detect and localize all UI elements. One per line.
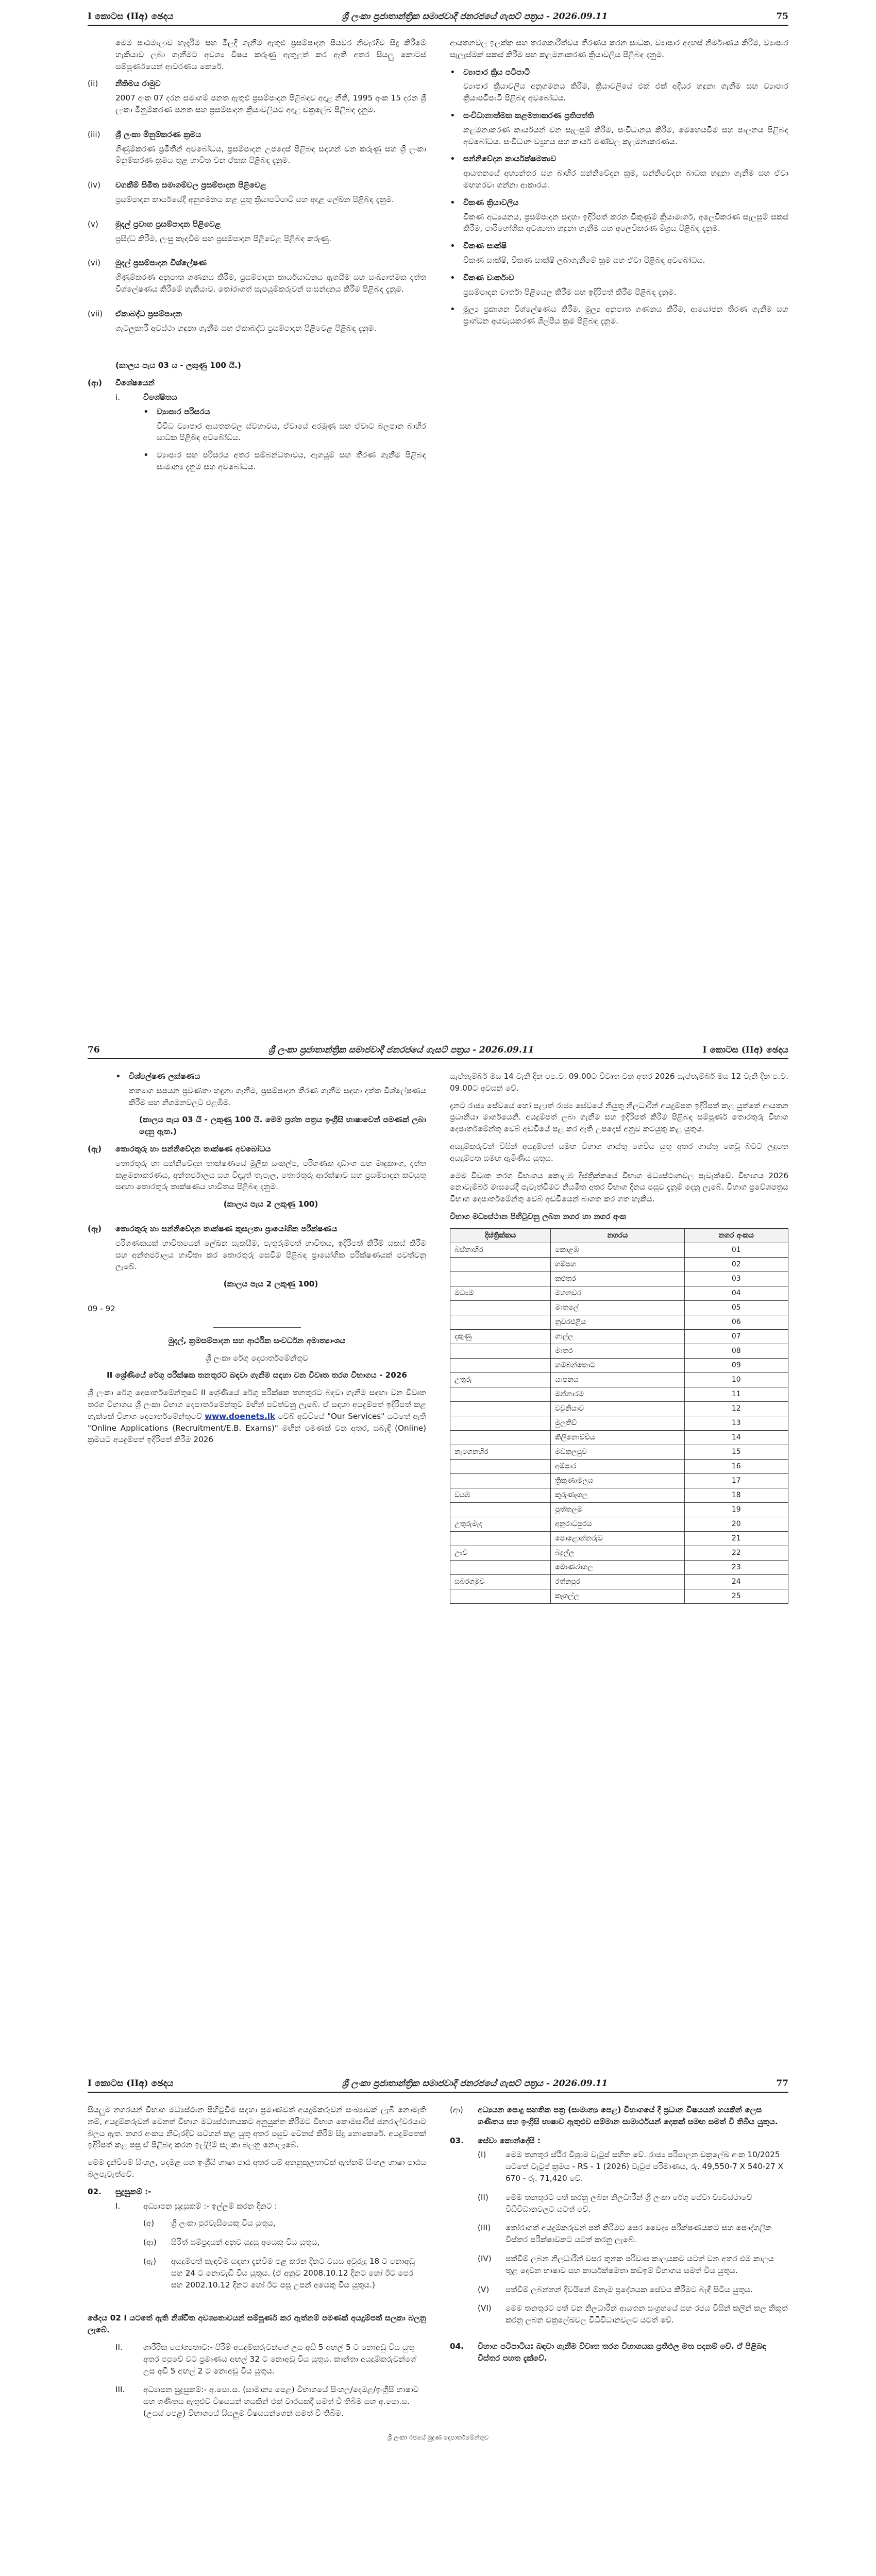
town-number-cell: 05 bbox=[684, 1300, 788, 1315]
column-header: නගර අංකය bbox=[684, 1228, 788, 1243]
printer-footer: ශ්‍රී ලංකා රජයේ මුද්‍රණ දෙපාර්තමේන්තුව bbox=[387, 2433, 489, 2441]
item-text: 2007 අංක 07 දරන සමාගම් පනත ඇතුළු ප්‍රසම්පාදන පිළිබඳව අදාළ නීති, 1995 අංක 15 දරන ශ්‍රී ලංකා මිනුම්කරණ පනත සහ ප්‍රසම්පාදන ක්‍රියාවලියට අදාළ චක්‍රලේඛ පිළිබඳ දැනුම. bbox=[115, 93, 426, 114]
paragraph: මෙම දැන්වීමේ සිංහල, දෙමළ සහ ඉංග්‍රීසි භාෂා පාඨ අතර යම් අනනුකූලතාවක් ඇත්නම් සිංහල භාෂා පාඨය බලපැවැත්වේ. bbox=[88, 2158, 426, 2179]
bullet-text: මූල්‍ය ප්‍රකාශන විශ්ලේෂණය කිරීම, මූල්‍ය අනුපාත ගණනය කිරීම, ආයෝජන තීරණ ගැනීම සහ ප්‍රාග්ධන අයවැයකරණ ශිල්පීය ක්‍රම පිළිබඳ දැනුම. bbox=[463, 304, 788, 326]
town-cell: යාපනය bbox=[551, 1372, 685, 1387]
town-cell: පොළොන්නරුව bbox=[551, 1531, 685, 1546]
town-cell: කොළඹ bbox=[551, 1243, 685, 1257]
item-number: (ii) bbox=[88, 79, 98, 89]
right-column bbox=[450, 37, 788, 493]
section-title: සේවා කොන්දේසි : bbox=[478, 2136, 541, 2145]
table-row bbox=[450, 1430, 788, 1445]
notice-body bbox=[88, 1387, 426, 1446]
table-row bbox=[450, 1445, 788, 1459]
table-row bbox=[450, 1517, 788, 1531]
column-header: දිස්ත්‍රික්කය bbox=[450, 1228, 551, 1243]
town-cell: කෑගල්ල bbox=[551, 1589, 685, 1603]
bullet-icon: • bbox=[450, 241, 456, 252]
section-label: (ඇ) bbox=[88, 1144, 102, 1154]
province-cell bbox=[450, 1257, 551, 1272]
table-row bbox=[450, 1372, 788, 1387]
time-and-marks: (කාලය පැය 03 යි - ලකුණු 100 යි. මෙම ප්‍රශ්න පත්‍රය ඉංග්‍රීසි භාෂාවෙන් පමණක් ලබා දෙනු ඇත.) bbox=[139, 1115, 426, 1137]
bullet-text: කළමනාකරණ කාර්යයන් වන සැලසුම් කිරීම, සංවිධානය කිරීම, මෙහෙයවීම සහ පාලනය පිළිබඳ අවබෝධය. සංවිධාන ව්‍යුහය සහ කාර්ය මණ්ඩල කළමනාකරණය. bbox=[463, 125, 788, 146]
table-row bbox=[450, 1344, 788, 1358]
condition-text: මෙම තනතුර ස්ථිර විශ්‍රාම වැටුප් සහිත වේ. රාජ්‍ය පරිපාලන චක්‍රලේඛ අංක 10/2025 යටතේ වැටුප් ක්‍රමය - RS - 1 (2026) වැටුප් පරිමාණය, රු. 49,550-7 X 540-27 X 670 - රු. 71,420 වේ. bbox=[506, 2150, 783, 2183]
town-number-cell: 09 bbox=[684, 1358, 788, 1372]
town-number-cell: 02 bbox=[684, 1257, 788, 1272]
header-part: I කොටස (IIඅ) ඡෙදය bbox=[88, 2078, 174, 2089]
list-item-text: සිරිත් සම්ප්‍රදායන් අනුව සුදුසු අයෙකු විය යුතුය, bbox=[171, 2238, 320, 2247]
sub-item bbox=[88, 2384, 426, 2419]
page-number: 75 bbox=[776, 11, 788, 22]
sub-item-number: III. bbox=[115, 2385, 125, 2395]
list-item bbox=[143, 2256, 426, 2291]
syllabus-item bbox=[88, 308, 426, 340]
bullet-icon: • bbox=[450, 197, 456, 208]
item-text: ගිණුම්කරණ ප්‍රමිතීන් අවබෝධය, ප්‍රසම්පාදන උපදෙස් පිළිබඳ සඳහන් වන කරුණු සහ ශ්‍රී ලංකා මිනුම්කරණ ක්‍රමය තුළ භාවිත වන ඒකක පිළිබඳ දැනුම. bbox=[115, 144, 426, 165]
province-cell bbox=[450, 1589, 551, 1603]
province-cell bbox=[450, 1473, 551, 1488]
column-header: නගරය bbox=[551, 1228, 685, 1243]
condition-item bbox=[478, 2302, 788, 2326]
section-text: තොරතුරු හා සන්නිවේදන තාක්ෂණයේ මූලික සංකල්ප, පරිගණක දෘඩාංග සහ මෘදුකාංග, දත්ත කළමනාකරණය, අන්තර්ජාලය සහ විද්‍යුත් තැපෑල, තොරතුරු ආරක්ෂාව සහ ප්‍රසම්පාදන කටයුතු සඳහා තොරතුරු තාක්ෂණය භාවිතය පිළිබඳ දැනුම. bbox=[115, 1158, 426, 1192]
bullet-head: ව්‍යාපාර ක්‍රිය පටිපාටි bbox=[463, 67, 530, 77]
bullet-head: සංවිධානාත්මක කළමනාකරණ ප්‍රතිපත්ති bbox=[463, 110, 594, 120]
section-03 bbox=[450, 2135, 788, 2333]
section-label: (ඈ) bbox=[88, 1224, 102, 1233]
town-cell: මන්නාරම bbox=[551, 1387, 685, 1401]
syllabus-item bbox=[88, 218, 426, 250]
town-cell: හම්බන්තොට bbox=[551, 1358, 685, 1372]
item-title: මුදල් ප්‍රවාහ ප්‍රසම්පාදන පිළිවෙළ bbox=[115, 219, 221, 229]
right-column bbox=[450, 2104, 788, 2427]
list-item-number: (ආ) bbox=[143, 2238, 157, 2247]
item-title: මුදල් ප්‍රසම්පාදන විශ්ලේෂණ bbox=[115, 258, 207, 268]
header-gazette-title: ශ්‍රී ලංකා ප්‍රජාතාන්ත්‍රික සමාජවාදී ජනරජයේ ගැසට් පත්‍රය - 2026.09.11 bbox=[268, 1045, 534, 1055]
town-number-cell: 14 bbox=[684, 1430, 788, 1445]
province-cell bbox=[450, 1344, 551, 1358]
condition-number: (I) bbox=[478, 2150, 486, 2160]
province-cell: දකුණු bbox=[450, 1329, 551, 1344]
bullet-icon: • bbox=[450, 154, 456, 165]
list-item-text: ශ්‍රී ලංකා පුරවැසියෙකු විය යුතුය, bbox=[171, 2218, 276, 2228]
section-marks: (කාලය පැය 2 ලකුණු 100) bbox=[223, 1199, 318, 1209]
sub-item-number: i. bbox=[115, 392, 121, 402]
item-number: (iv) bbox=[88, 180, 101, 190]
reference-code: 09 - 92 bbox=[88, 1303, 115, 1313]
condition-text: මෙම තනතුරට පත් වන නිලධාරීන් ආයතන සංග්‍රහයේ සහ රජය විසින් කලින් කල නිකුත් කරනු ලබන චක්‍රලේඛවල විධිවිධානවලට යටත් වේ. bbox=[506, 2303, 788, 2325]
syllabus-item bbox=[88, 347, 426, 352]
town-number-cell: 11 bbox=[684, 1387, 788, 1401]
town-cell: මාතලේ bbox=[551, 1300, 685, 1315]
left-column bbox=[88, 37, 426, 493]
town-number-cell: 01 bbox=[684, 1243, 788, 1257]
gazette-page-76 bbox=[0, 1033, 876, 2064]
town-number-cell: 22 bbox=[684, 1546, 788, 1560]
gazette-page-75 bbox=[0, 0, 876, 1030]
town-cell: කුරුණෑගල bbox=[551, 1488, 685, 1502]
table-row bbox=[450, 1589, 788, 1603]
table-row bbox=[450, 1300, 788, 1315]
bullet-text: ප්‍රසම්පාදන වාර්තා පිළියෙල කිරීම සහ ඉදිරිපත් කිරීම පිළිබඳ දැනුම. bbox=[463, 287, 677, 297]
bullet-text: විකණ සාක්ෂි, විකණ සාක්ෂි ලබාගැනීමේ ක්‍රම සහ ඒවා පිළිබඳ අවබෝධය. bbox=[463, 255, 705, 265]
left-column bbox=[88, 2104, 426, 2427]
list-item-number: (ආ) bbox=[450, 2105, 463, 2114]
item-title: වගකීම් සීමිත සමාගම්වල ප්‍රසම්පාදන පිළිවෙළ bbox=[115, 180, 266, 190]
bullet-icon: • bbox=[450, 110, 456, 121]
section-label: (ආ) bbox=[88, 378, 102, 388]
town-cell: මඩකලපුව bbox=[551, 1445, 685, 1459]
header-gazette-title: ශ්‍රී ලංකා ප්‍රජාතාන්ත්‍රික සමාජවාදී ජනරජයේ ගැසට් පත්‍රය - 2026.09.11 bbox=[342, 11, 608, 22]
town-cell: මාතර bbox=[551, 1344, 685, 1358]
item-number: (iii) bbox=[88, 129, 100, 139]
province-cell: වයඹ bbox=[450, 1488, 551, 1502]
town-number-cell: 23 bbox=[684, 1560, 788, 1574]
condition-item bbox=[478, 2222, 788, 2246]
item-number bbox=[88, 347, 115, 352]
section-title: තොරතුරු හා සන්නිවේදන තාක්ෂණ කුසලතා ප්‍රායෝගික පරීක්ෂණය bbox=[115, 1224, 338, 1233]
bullet-head: විකණ ක්‍රියාවලිය bbox=[463, 197, 519, 207]
section-number: 03. bbox=[450, 2136, 464, 2145]
province-cell bbox=[450, 1387, 551, 1401]
province-cell: සබරගමුව bbox=[450, 1574, 551, 1589]
bullet-item bbox=[143, 449, 426, 473]
item-title: නීතිමය රාමුව bbox=[115, 79, 161, 89]
section-c bbox=[88, 1143, 426, 1216]
page-number: 76 bbox=[88, 1045, 100, 1055]
sub-item-text: අධ්‍යාපන සුදුසුකම්:- අ.පො.ස. (සාමාන්‍ය පෙළ) විභාගයේ සිංහල/දෙමළ/ඉංග්‍රීසි භාෂාව සහ ගණිතය ඇතුළුව විෂයයන් හයකින් එක් වාරයකදී සමත් වී තිබීම සහ අ.පො.ස. (උසස් පෙළ) විභාගයේ සියලුම විෂයයන්ගෙන් සමත් වී තිබීම. bbox=[143, 2385, 419, 2418]
table-row bbox=[450, 1286, 788, 1300]
page-number: 77 bbox=[776, 2078, 788, 2089]
town-number-cell: 20 bbox=[684, 1517, 788, 1531]
item-number: (v) bbox=[88, 219, 98, 229]
item-number: (vii) bbox=[88, 309, 103, 318]
table-row bbox=[450, 1315, 788, 1329]
bullet-icon: • bbox=[450, 304, 456, 315]
bullet-text: ආයතනයේ අභ්‍යන්තර සහ බාහිර සන්නිවේදන ක්‍රම, සන්නිවේදන බාධක හඳුනා ගැනීම සහ ඒවා මඟහරවා ගන්නා ආකාරය. bbox=[463, 168, 788, 190]
province-cell bbox=[450, 1358, 551, 1372]
header-gazette-title: ශ්‍රී ලංකා ප්‍රජාතාන්ත්‍රික සමාජවාදී ජනරජයේ ගැසට් පත්‍රය - 2026.09.11 bbox=[342, 2078, 608, 2089]
bullet-icon: • bbox=[115, 1071, 121, 1082]
intro-paragraph: මෙම පාඨමාලාව හැදෑරීම සහ මිලදී ගැනීම ඇතුළු ප්‍රසම්පාදන පියවර නිවැරදිව සිදු කිරීමේ හැකියාව ලබා ගැනීමට අවශ්‍ය විෂය කරුණු ඇතුළත් කර ඇති අතර සියලු කොටස් සම්පූර්ණයෙන් ආවරණය කෙරේ. bbox=[115, 38, 426, 71]
town-cell: මහනුවර bbox=[551, 1286, 685, 1300]
condition-number: (III) bbox=[478, 2223, 491, 2233]
table-row bbox=[450, 1488, 788, 1502]
list-item bbox=[450, 2104, 788, 2128]
condition-number: (V) bbox=[478, 2284, 490, 2294]
bullet-text: තත්‍යාග සපයන ප්‍රවණතා හඳුනා ගැනීම, ප්‍රසම්පාදන තීරණ ගැනීම සඳහා දත්ත විශ්ලේෂණය කිරීම සහ නිගමනවලට එළඹීම. bbox=[129, 1086, 426, 1107]
province-cell: මධ්‍යම bbox=[450, 1286, 551, 1300]
town-number-cell: 18 bbox=[684, 1488, 788, 1502]
condition-item bbox=[478, 2253, 788, 2277]
table-row bbox=[450, 1387, 788, 1401]
paragraph: මෙම විවෘත තරග විභාගය කොළඹ දිස්ත්‍රික්කයේ විභාග මධ්‍යස්ථානවල පැවැත්වේ. විභාගය 2026 නොවැම්බර් මාසයේදී පැවැත්වීමට නියමිත අතර විභාග දිනය පසුව දැනුම් දෙනු ලැබේ. විභාග ප්‍රවේශපත්‍රය විභාග දෙපාර්තමේන්තු වෙබ් අඩවියෙන් බාගත කර ගත හැකිය. bbox=[450, 1171, 788, 1204]
town-number-cell: 24 bbox=[684, 1574, 788, 1589]
list-item-text: අධ්‍යයන පොදු සහතික පත්‍ර (සාමාන්‍ය පෙළ) විභාගයේ දී ප්‍රධාන විෂයයන් හයකින් ලෙස ගණිතය සහ ඉංග්‍රීසි භාෂාව ඇතුළුව සම්මාන සාමාර්ථයන් දෙකක් සමඟ සමත් වී තිබිය යුතුය. bbox=[478, 2105, 778, 2126]
page-header bbox=[88, 2077, 788, 2093]
sub-item-text: අධ්‍යාපන සුදුසුකම් :- ඉල්ලුම් කරන දිනට : bbox=[143, 2201, 277, 2211]
bullet-item bbox=[450, 303, 788, 327]
bullet-icon: • bbox=[143, 406, 149, 417]
sub-item-text: ශාරීරික යෝග්‍යතාව:- පිරිමි අයදුම්කරුවන්ගේ උස අඩි 5 අඟල් 5 ට නොඅඩු විය යුතු අතර පපුවේ වට ප්‍රමාණය අඟල් 32 ට නොඅඩු විය යුතුය. කාන්තා අයදුම්කරුවන්ගේ උස අඩි 5 අඟල් 2 ට නොඅඩු විය යුතුය. bbox=[143, 2342, 416, 2376]
province-cell: ඌව bbox=[450, 1546, 551, 1560]
town-cell: බදුල්ල bbox=[551, 1546, 685, 1560]
page-header bbox=[88, 1044, 788, 1059]
list-item-text: අයදුම්පත් කැඳවීම සඳහා දැන්වීම පළ කරන දිනට වයස අවුරුදු 18 ට නොඅඩු සහ 24 ට නොවැඩි විය යුතුය. (ඒ අනුව 2008.10.12 දිනට හෝ ඊට පෙර සහ 2002.10.12 දිනට හෝ ඊට පසු උපන් අයෙකු විය යුතුය.) bbox=[171, 2256, 415, 2290]
list-item-number: (ඇ) bbox=[143, 2256, 157, 2266]
item-text: ගැටලුකාරී අවස්ථා හඳුනා ගැනීම සහ ඒකාබද්ධ ප්‍රසම්පාදන පිළිවෙළ පිළිබඳ දැනුම. bbox=[115, 323, 377, 333]
condition-text: පත්වීම් ලබන්නන් දිවයිනේ ඕනෑම ප්‍රදේශයක සේවය කිරීමට බැඳී සිටිය යුතුය. bbox=[506, 2284, 753, 2294]
paragraph: සැප්තැම්බර් මස 14 වැනි දින පෙ.ව. 09.00ට විවෘත වන අතර 2026 සැප්තැම්බර් මස 12 වැනි දින ප.ව. 09.00ට අවසන් වේ. bbox=[450, 1072, 789, 1093]
list-item bbox=[143, 2236, 426, 2248]
section-04 bbox=[450, 2341, 788, 2364]
bullet-text: විවිධ ව්‍යාපාර ආයතනවල ස්වභාවය, ඒවායේ අරමුණු සහ ඒවාට බලපාන බාහිර සාධක පිළිබඳ අවබෝධය. bbox=[157, 421, 426, 443]
condition-text: පත්වීම් ලබන නිලධාරීන් වසර තුනක පරිවාස කාලයකට යටත් වන අතර එම කාලය තුළ දෙවන භාෂාව සහ කාර්යක්ෂමතා කඩඉම් විභාගය සමත් විය යුතුය. bbox=[506, 2253, 774, 2275]
town-number-cell: 17 bbox=[684, 1473, 788, 1488]
bullet-item bbox=[450, 197, 788, 234]
exam-centres-table bbox=[450, 1228, 788, 1604]
paragraph: දැනට රාජ්‍ය සේවයේ හෝ පළාත් රාජ්‍ය සේවයේ නියුතු නිලධාරීන් අයදුම්පත ඉදිරිපත් කළ යුත්තේ ආයතන ප්‍රධානියා මාර්ගයෙනි. අයදුම්පත් ලබා ගැනීම සහ ඉදිරිපත් කිරීම පිළිබඳ සම්පූර්ණ තොරතුරු විභාග දෙපාර්තමේන්තු වෙබ් අඩවියේ පළ කර ඇති උපදෙස් අනුව කටයුතු කළ යුතුය. bbox=[450, 1100, 788, 1134]
intro-paragraph: ආයතනවල ඉලක්ක සහ තරගකාරීත්වය තීරණය කරන සාධක, ව්‍යාපාර අදහස් නිර්මාණය කිරීම, ව්‍යාපාර සැලැස්මක් සකස් කිරීම සහ කළමනාකරණ ක්‍රියාවලිය පිළිබඳ දැනුම. bbox=[450, 38, 788, 59]
bullet-item bbox=[450, 66, 788, 104]
town-cell: ත්‍රිකුණාමලය bbox=[551, 1473, 685, 1488]
table-row bbox=[450, 1531, 788, 1546]
syllabus-item bbox=[88, 78, 426, 121]
table-row bbox=[450, 1546, 788, 1560]
bullet-head: විකණ සාක්ෂි bbox=[463, 241, 507, 251]
left-column bbox=[88, 1071, 426, 1604]
bullet-text: විකණ අධ්‍යයනය, ප්‍රසම්පාදන සඳහා ඉදිරිපත් කරන විකුණුම් ක්‍රියාමාර්ග, අලෙවිකරණ සැලසුම් සකස් කිරීම, පාරිභෝගික අවශ්‍යතා හඳුනා ගැනීම සහ අලෙවිකරණ මිශ්‍රය පිළිබඳ දැනුම. bbox=[463, 212, 788, 233]
province-cell bbox=[450, 1531, 551, 1546]
header-part: I කොටස (IIඅ) ඡෙදය bbox=[702, 1045, 788, 1055]
section-b bbox=[88, 377, 426, 486]
bullet-text: ව්‍යාපාර සහ පරිසරය අතර සම්බන්ධතාවය, ඇගයුම් සහ තීරණ ගැනීම පිළිබඳ සාමාන්‍ය දැනුම සහ අවබෝධය. bbox=[157, 450, 426, 471]
sub-item-title: විශේෂිතය bbox=[143, 392, 177, 402]
province-cell bbox=[450, 1560, 551, 1574]
table-row bbox=[450, 1459, 788, 1473]
table-body bbox=[450, 1243, 788, 1603]
town-cell: ගම්පහ bbox=[551, 1257, 685, 1272]
table-row bbox=[450, 1574, 788, 1589]
bullet-item bbox=[450, 110, 788, 147]
table-row bbox=[450, 1560, 788, 1574]
town-number-cell: 10 bbox=[684, 1372, 788, 1387]
town-cell: අම්පාර bbox=[551, 1459, 685, 1473]
bullet-item bbox=[450, 153, 788, 191]
town-cell: පුත්තලම bbox=[551, 1502, 685, 1517]
notice-body-end: වෙබ් අඩවියේ "Our Services" යටතේ ඇති "Online Applications (Recruitment/E.B. Exams)" මඟින් පමණක් වන අතර, සබැඳි (Online) ක්‍රමයට අයදුම්පත් ඉදිරිපත් කිරීම 2026 bbox=[88, 1411, 427, 1445]
section-text: විභාග පටිපාටිය: බඳවා ගැනීම විවෘත තරග විභාගයක ප්‍රතිඵල මත පදනම් වේ. ඒ පිළිබඳ විස්තර පහත දැක්වේ. bbox=[478, 2341, 766, 2363]
syllabus-item bbox=[88, 179, 426, 211]
section-title: තොරතුරු හා සන්නිවේදන තාක්ෂණ අවබෝධය bbox=[115, 1144, 271, 1154]
town-number-cell: 04 bbox=[684, 1286, 788, 1300]
section-number: 02. bbox=[88, 2187, 102, 2196]
item-title: ඒකාබද්ධ ප්‍රසම්පාදන bbox=[115, 309, 182, 318]
province-cell bbox=[450, 1459, 551, 1473]
section-marks: (කාලය පැය 2 ලකුණු 100) bbox=[223, 1279, 318, 1289]
province-cell bbox=[450, 1300, 551, 1315]
town-number-cell: 25 bbox=[684, 1589, 788, 1603]
syllabus-item bbox=[88, 257, 426, 300]
province-cell: නැගෙනහිර bbox=[450, 1445, 551, 1459]
section-02 bbox=[88, 2186, 426, 2306]
sub-item bbox=[115, 392, 426, 479]
town-number-cell: 08 bbox=[684, 1344, 788, 1358]
province-cell bbox=[450, 1272, 551, 1286]
province-cell: උතුරු bbox=[450, 1372, 551, 1387]
bullet-icon: • bbox=[450, 272, 456, 283]
town-number-cell: 03 bbox=[684, 1272, 788, 1286]
section-title: විශේෂයෙන් bbox=[115, 378, 155, 388]
bullet-text: ව්‍යාපාර ක්‍රියාවලිය අනුගමනය කිරීම, ක්‍රියාවලියේ එක් එක් අදියර හඳුනා ගැනීම සහ ව්‍යාපාර ක්‍රියාපටිපාටි පිළිබඳ අවබෝධය. bbox=[463, 81, 788, 103]
sub-item bbox=[115, 2200, 426, 2298]
town-number-cell: 21 bbox=[684, 1531, 788, 1546]
town-cell: මොණරාගල bbox=[551, 1560, 685, 1574]
table-row bbox=[450, 1243, 788, 1257]
syllabus-item bbox=[88, 129, 426, 172]
page-header bbox=[88, 10, 788, 26]
province-cell: උතුරුමැද bbox=[450, 1517, 551, 1531]
town-number-cell: 06 bbox=[684, 1315, 788, 1329]
table-row bbox=[450, 1473, 788, 1488]
condition-number: (VI) bbox=[478, 2303, 492, 2313]
town-cell: නුවරඑළිය bbox=[551, 1315, 685, 1329]
bullet-item bbox=[88, 1071, 426, 1108]
province-cell bbox=[450, 1502, 551, 1517]
province-cell bbox=[450, 1315, 551, 1329]
town-cell: ගාල්ල bbox=[551, 1329, 685, 1344]
condition-item bbox=[478, 2192, 788, 2215]
bullet-head: සන්නිවේදන කාර්යක්ෂමතාව bbox=[463, 154, 557, 164]
notice-body-start: ශ්‍රී ලංකා රේගු දෙපාර්තමේන්තුවේ II ශ්‍රේණියේ රේගු පරීක්ෂක තනතුරට බඳවා ගැනීම සඳහා වන විවෘත තරග විභාගය ශ්‍රී ලංකා විභාග දෙපාර්තමේන්තුව මඟින් පවත්වනු ලැබේ. ඒ සඳහා අයදුම්පත් ඉදිරිපත් කළ හැක්කේ විභාග දෙපාර්තමේන්තුවේ bbox=[88, 1388, 426, 1421]
town-number-cell: 16 bbox=[684, 1459, 788, 1473]
time-and-marks: (කාලය පැය 03 ය - ලකුණු 100 යි.) bbox=[115, 361, 241, 370]
item-title: ශ්‍රී ලංකා මිනුම්කරණ ක්‍රමය bbox=[115, 129, 201, 139]
section-text: පරිගණකයක් භාවිතයෙන් ලේඛන සැකසීම, පැතුරුම්පත් භාවිතය, ඉදිරිපත් කිරීම් සකස් කිරීම සහ අන්තර්ජාලය භාවිතා කර තොරතුරු සෙවීම පිළිබඳ ප්‍රායෝගික පරීක්ෂණයක් පවත්වනු ලැබේ. bbox=[115, 1238, 426, 1272]
bullet-head: විශ්ලේෂණ ලක්ෂණය bbox=[129, 1072, 200, 1081]
table-row bbox=[450, 1401, 788, 1416]
section-number: 04. bbox=[450, 2341, 464, 2351]
town-cell: කළුතර bbox=[551, 1272, 685, 1286]
bullet-icon: • bbox=[450, 66, 456, 78]
section-title: සුදුසුකම් :- bbox=[115, 2187, 151, 2196]
bullet-icon: • bbox=[143, 450, 149, 461]
town-number-cell: 12 bbox=[684, 1401, 788, 1416]
table-row bbox=[450, 1272, 788, 1286]
condition-item bbox=[478, 2149, 788, 2184]
right-column bbox=[450, 1071, 788, 1604]
section-divider bbox=[213, 1327, 301, 1328]
item-text: ගිණුම්කරණ අනුපාත ගණනය කිරීම, ප්‍රසම්පාදන කාර්යසාධනය ඇගයීම සහ සංඛ්‍යාත්මක දත්ත විශ්ලේෂණය කිරීමේ හැකියාව. තෝරාගත් සැපයුම්කරුවන් සංසන්දනය කිරීම පිළිබඳ දැනුම. bbox=[115, 273, 426, 294]
list-item bbox=[143, 2217, 426, 2229]
town-cell: වවුනියාව bbox=[551, 1401, 685, 1416]
province-cell bbox=[450, 1416, 551, 1430]
province-cell bbox=[450, 1401, 551, 1416]
eligibility-note: ඡේදය 02 I යටතේ ඇති නිශ්චිත අවශ්‍යතාවයන් සම්පූර්ණ කර ඇත්නම් පමණක් අයදුම්පත් සලකා බලනු ලැබේ. bbox=[88, 2313, 426, 2335]
table-row bbox=[450, 1257, 788, 1272]
town-cell: කිලිනොච්චිය bbox=[551, 1430, 685, 1445]
condition-text: මෙම තනතුරට පත් කරනු ලබන නිලධාරීන් ශ්‍රී ලංකා රේගු සේවා ව්‍යවස්ථාවේ විධිවිධානවලට යටත් වේ. bbox=[506, 2192, 752, 2214]
bullet-item bbox=[450, 272, 788, 298]
town-number-cell: 19 bbox=[684, 1502, 788, 1517]
table-row bbox=[450, 1416, 788, 1430]
bullet-item bbox=[143, 406, 426, 444]
paragraph: අයදුම්කරුවන් විසින් අයදුම්පත් සමඟ විභාග ගාස්තු ගෙවිය යුතු අතර ගාස්තු ගෙවූ බවට ලදුපත අයදුම්පත සමඟ ඇමිණිය යුතුය. bbox=[450, 1141, 788, 1163]
header-part: I කොටස (IIඅ) ඡෙදය bbox=[88, 11, 174, 22]
item-text: ප්‍රසිද්ධ කිරීම, ලංසු කැඳවීම සහ ප්‍රසම්පාදන පිළිවෙළ පිළිබඳ කරුණු. bbox=[115, 233, 332, 243]
sub-item-number: II. bbox=[115, 2342, 123, 2352]
condition-number: (IV) bbox=[478, 2253, 492, 2263]
bullet-item bbox=[450, 240, 788, 266]
bullet-head: විකණ වාර්තාව bbox=[463, 273, 514, 282]
town-cell: අනුරාධපුරය bbox=[551, 1517, 685, 1531]
table-row bbox=[450, 1358, 788, 1372]
gazette-page-77 bbox=[0, 2067, 876, 2576]
town-number-cell: 13 bbox=[684, 1416, 788, 1430]
item-text: ප්‍රසම්පාදන කාර්යයේදී අනුගමනය කළ යුතු ක්‍රියාපටිපාටි සහ අදාළ ලේඛන පිළිබඳ දැනුම. bbox=[115, 194, 394, 204]
department-name: ශ්‍රී ලංකා රේගු දෙපාර්තමේන්තුව bbox=[205, 1353, 309, 1363]
table-row bbox=[450, 1502, 788, 1517]
condition-item bbox=[478, 2284, 788, 2296]
town-cell: මුලතිව් bbox=[551, 1416, 685, 1430]
list-item-number: (අ) bbox=[143, 2218, 155, 2228]
doenets-link[interactable]: www.doenets.lk bbox=[205, 1411, 276, 1421]
ministry-name: මුදල්, ක්‍රමසම්පාදන සහ ආර්ථික සංවර්ධන අමාත්‍යාංශය bbox=[168, 1335, 346, 1345]
sub-item-number: I. bbox=[115, 2201, 121, 2211]
province-cell: බස්නාහිර bbox=[450, 1243, 551, 1257]
item-number: (vi) bbox=[88, 258, 101, 268]
province-cell bbox=[450, 1430, 551, 1445]
town-cell: රත්නපුර bbox=[551, 1574, 685, 1589]
table-row bbox=[450, 1329, 788, 1344]
town-number-cell: 15 bbox=[684, 1445, 788, 1459]
condition-number: (II) bbox=[478, 2192, 488, 2202]
paragraph: සියලුම නගරයන් විභාග මධ්‍යස්ථාන පිහිටුවීම සඳහා ප්‍රමාණවත් අයදුම්කරුවන් සංඛ්‍යාවක් ලැබී නොමැති නම්, අයදුම්කරුවන් වෙනත් විභාග මධ්‍යස්ථානයකට අනුයුක්ත කිරීමට විභාග කොමසාරිස් ජනරාල්වරයාට බලය ඇත. නගර අංකය නිවැරදිව සටහන් කළ යුතු අතර පසුව වෙනස් කිරීම් සිදු නොකෙරේ. අයදුම්පතක් ඉදිරිපත් කළ පසු ඒ පිළිබඳ කරන ඉල්ලීම් සලකා බලනු නොලැබේ. bbox=[88, 2105, 426, 2150]
town-number-cell: 07 bbox=[684, 1329, 788, 1344]
sub-item bbox=[88, 2342, 426, 2377]
condition-text: තෝරාගත් අයදුම්කරුවන් පත් කිරීමට පෙර වෛද්‍ය පරීක්ෂණයකට සහ පෞද්ගලික විස්තර පරීක්ෂාවකට යටත් කරනු ලැබේ. bbox=[506, 2223, 772, 2245]
notice-title: II ශ්‍රේණියේ රේගු පරීක්ෂක තනතුරට බඳවා ගැනීම සඳහා වන විවෘත තරග විභාගය - 2026 bbox=[107, 1370, 407, 1380]
bullet-head: ව්‍යාපාර පරිසරය bbox=[157, 406, 210, 416]
table-header-row bbox=[450, 1228, 788, 1243]
section-d bbox=[88, 1223, 426, 1296]
table-title: විභාග මධ්‍යස්ථාන පිහිටුවනු ලබන නගර හා නගර අංක bbox=[450, 1211, 627, 1221]
